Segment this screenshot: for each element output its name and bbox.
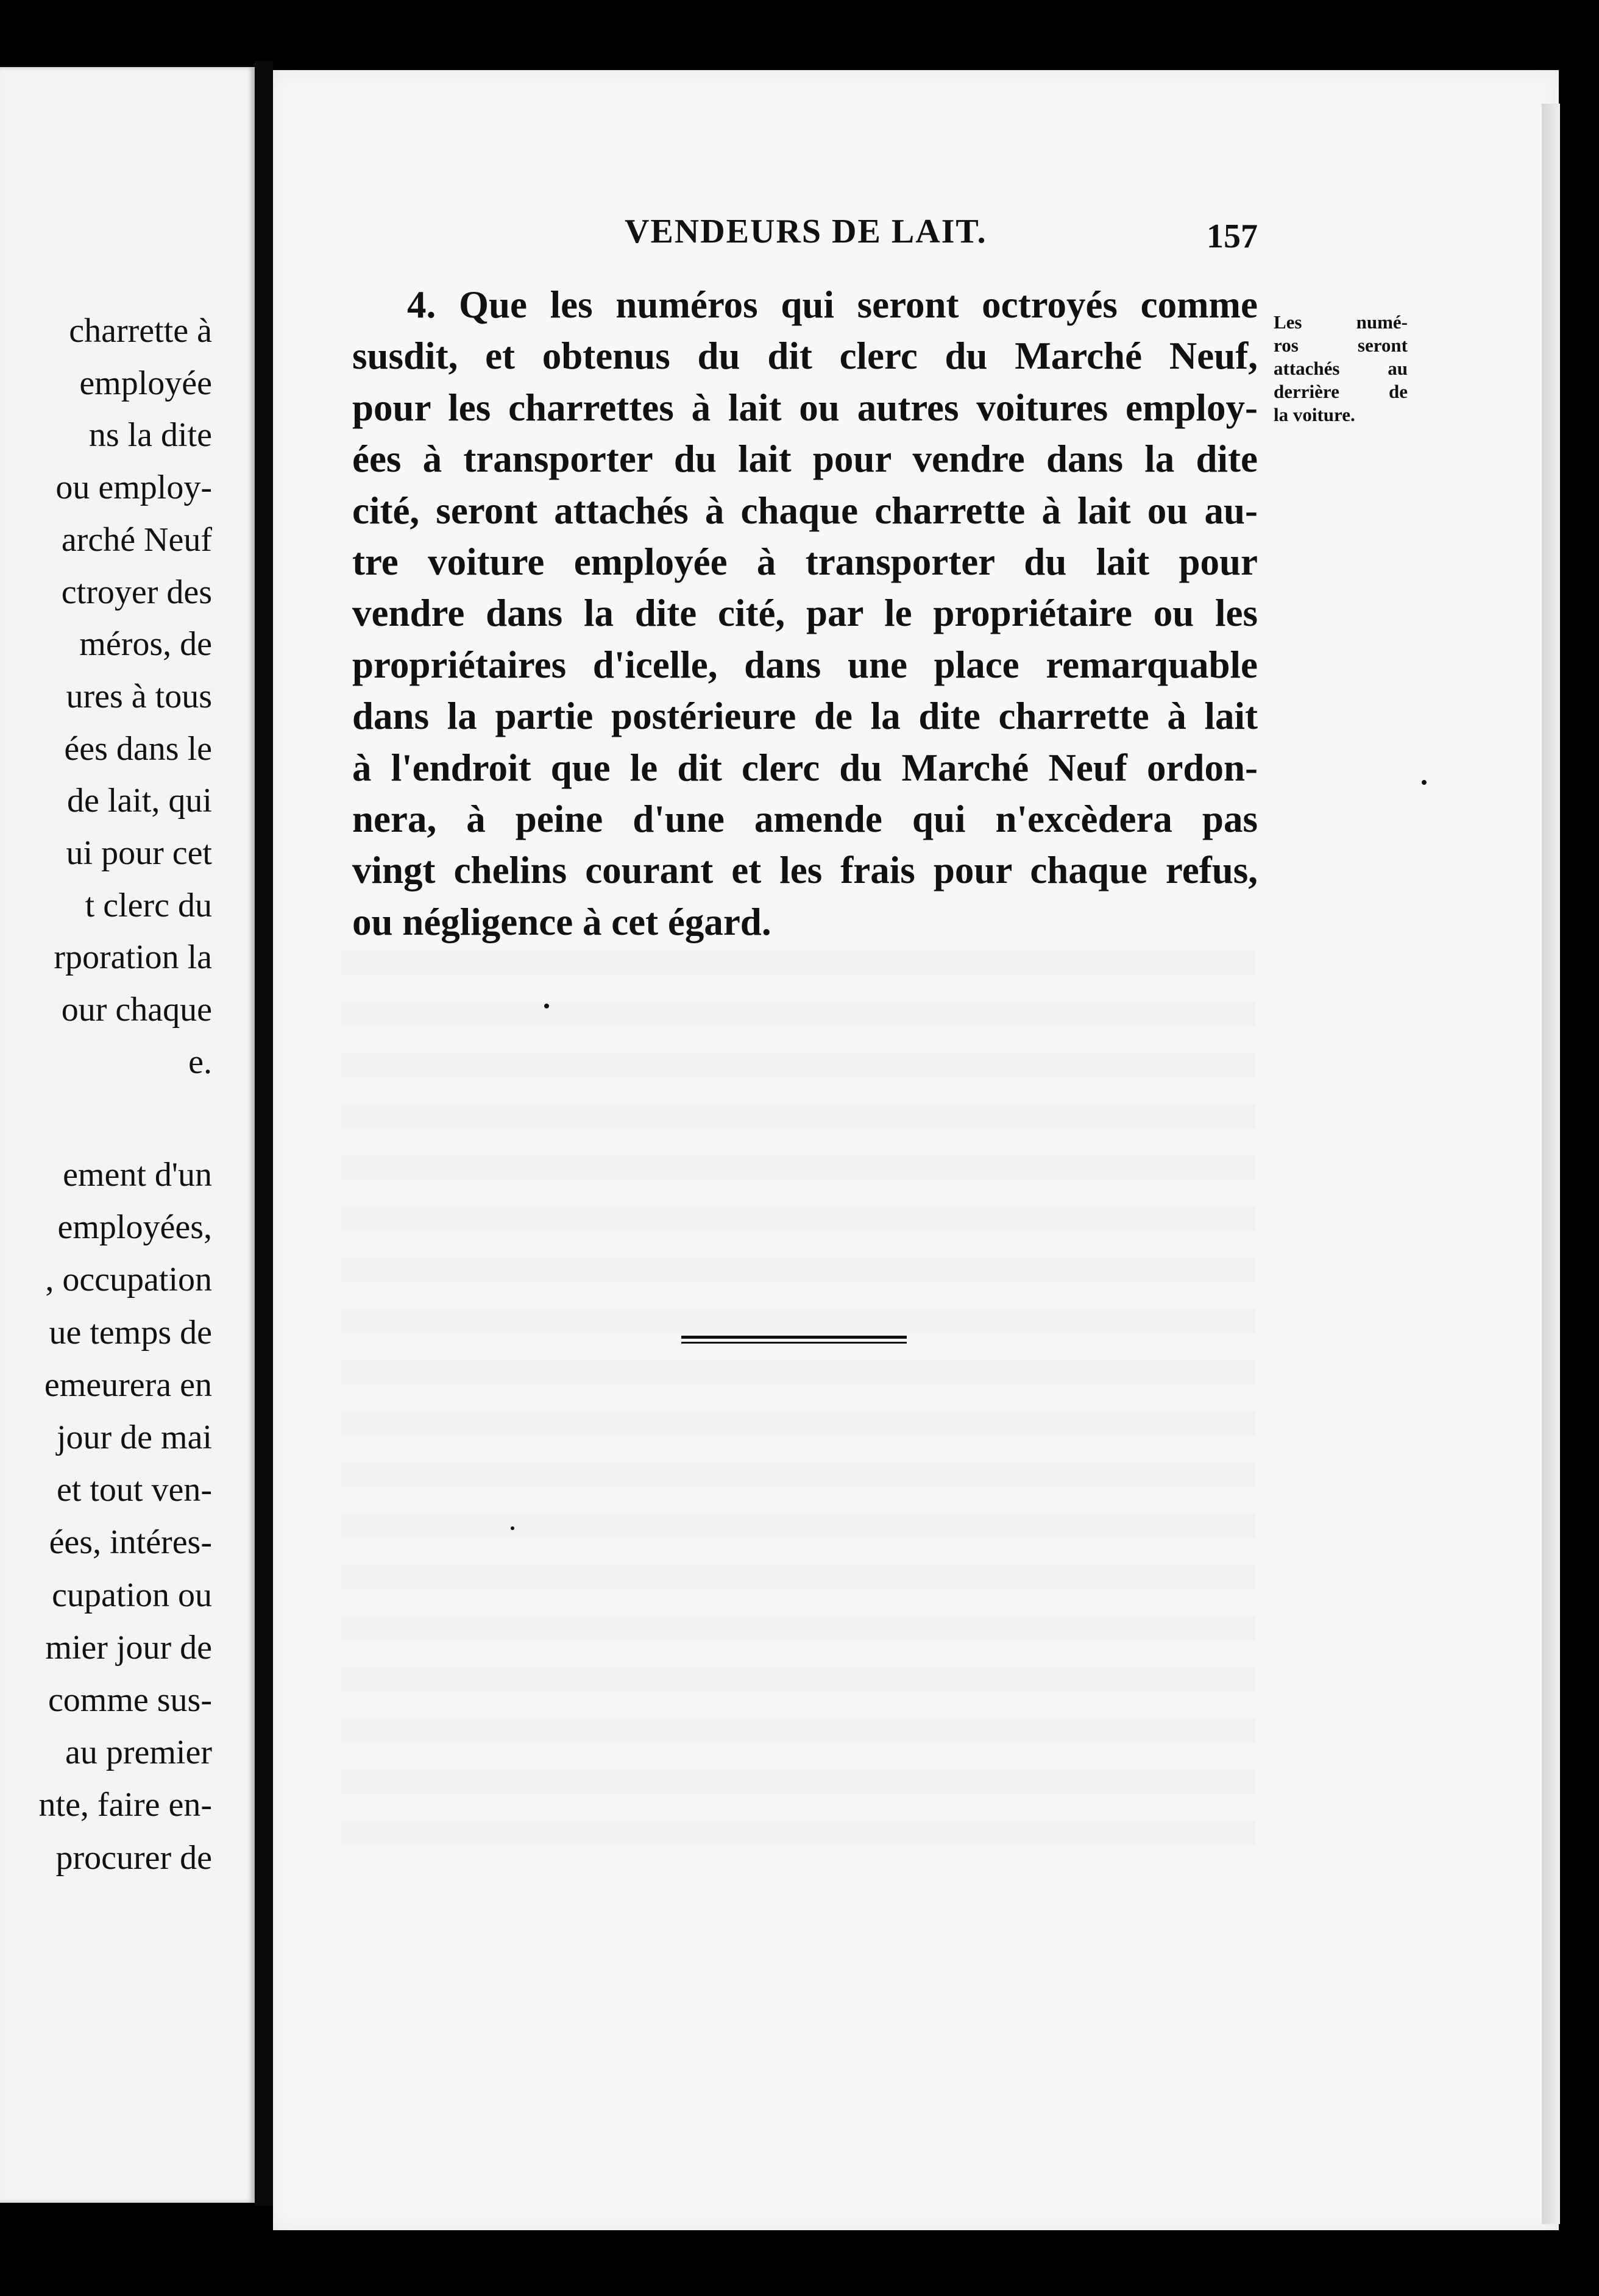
body-line: pour les charrettes à lait ou autres voitures employ- bbox=[352, 386, 1258, 429]
left-page-line: ue temps de bbox=[49, 1313, 212, 1352]
body-line: propriétaires d'icelle, dans une place remarquable bbox=[352, 643, 1258, 686]
left-page-line: procurer de bbox=[55, 1838, 212, 1877]
left-page-line: ées, intéres- bbox=[49, 1523, 212, 1562]
body-line: 4. Que les numéros qui seront octroyés comme bbox=[407, 283, 1258, 326]
left-page-line: nte, faire en- bbox=[38, 1786, 212, 1824]
body-line: cité, seront attachés à chaque charrette à lait ou au- bbox=[352, 489, 1258, 532]
left-page-line: arché Neuf bbox=[61, 520, 212, 559]
margin-note-line: ros seront bbox=[1274, 335, 1408, 356]
rule-line-thick bbox=[681, 1336, 907, 1339]
left-page-line: au premier bbox=[65, 1734, 212, 1772]
left-page-line: ui pour cet bbox=[66, 834, 212, 872]
left-page-line: ns la dite bbox=[88, 416, 212, 455]
body-line: tre voiture employée à transporter du lait pour bbox=[352, 540, 1258, 583]
margin-note-line: la voiture. bbox=[1274, 404, 1355, 425]
ink-speck bbox=[544, 1004, 549, 1008]
left-page-line: t clerc du bbox=[85, 886, 212, 924]
rule-line-thin bbox=[681, 1342, 907, 1344]
left-page-line: employées, bbox=[57, 1208, 212, 1247]
page-edge bbox=[1542, 104, 1560, 2224]
body-line: vingt chelins courant et les frais pour chaque refus, bbox=[352, 849, 1258, 892]
left-page-line: ées dans le bbox=[64, 729, 212, 768]
margin-note bbox=[1274, 311, 1408, 427]
ink-speck bbox=[1422, 780, 1427, 785]
body-line: nera, à peine d'une amende qui n'excèdera pas bbox=[352, 797, 1258, 840]
left-page-line: mier jour de bbox=[45, 1628, 212, 1667]
left-page bbox=[0, 67, 255, 2203]
left-page-line: , occupation bbox=[45, 1261, 212, 1299]
left-page-line: cupation ou bbox=[52, 1576, 212, 1614]
left-page-line: ctroyer des bbox=[61, 573, 212, 611]
left-page-line: charrette à bbox=[69, 312, 212, 350]
left-page-line: ures à tous bbox=[66, 677, 212, 715]
margin-note-line: attachés au bbox=[1274, 358, 1408, 379]
page-number: 157 bbox=[1207, 218, 1258, 255]
left-page-line: et tout ven- bbox=[56, 1471, 212, 1509]
left-page-line: employée bbox=[79, 364, 212, 402]
body-line: vendre dans la dite cité, par le propriétaire ou les bbox=[352, 592, 1258, 635]
left-page-line: rporation la bbox=[54, 938, 212, 977]
left-page-line: e. bbox=[188, 1043, 212, 1081]
body-line: à l'endroit que le dit clerc du Marché Neuf ordon- bbox=[352, 746, 1258, 789]
body-line: dans la partie postérieure de la dite charrette à lait bbox=[352, 695, 1258, 738]
show-through-text bbox=[341, 951, 1255, 1865]
body-line: ées à transporter du lait pour vendre dans la dite bbox=[352, 438, 1258, 481]
book-spine bbox=[255, 61, 273, 2206]
margin-note-line: derrière de bbox=[1274, 381, 1408, 402]
left-page-line: de lait, qui bbox=[67, 782, 212, 820]
left-page-line: emeurera en bbox=[44, 1366, 212, 1404]
section-rule bbox=[681, 1336, 907, 1347]
body-line: ou négligence à cet égard. bbox=[352, 900, 771, 943]
body-line: susdit, et obtenus du dit clerc du Marché Neuf, bbox=[352, 335, 1258, 378]
ink-speck bbox=[511, 1526, 514, 1530]
left-page-line: comme sus- bbox=[48, 1681, 212, 1719]
body-paragraph bbox=[352, 279, 1258, 948]
left-page-line: méros, de bbox=[79, 625, 212, 664]
left-page-line: ou employ- bbox=[55, 469, 212, 507]
left-page-line: jour de mai bbox=[56, 1419, 212, 1456]
running-head: VENDEURS DE LAIT. bbox=[625, 213, 987, 250]
margin-note-line: Les numé- bbox=[1274, 311, 1408, 333]
left-page-line: ement d'un bbox=[63, 1156, 212, 1194]
left-page-line: our chaque bbox=[61, 991, 212, 1029]
